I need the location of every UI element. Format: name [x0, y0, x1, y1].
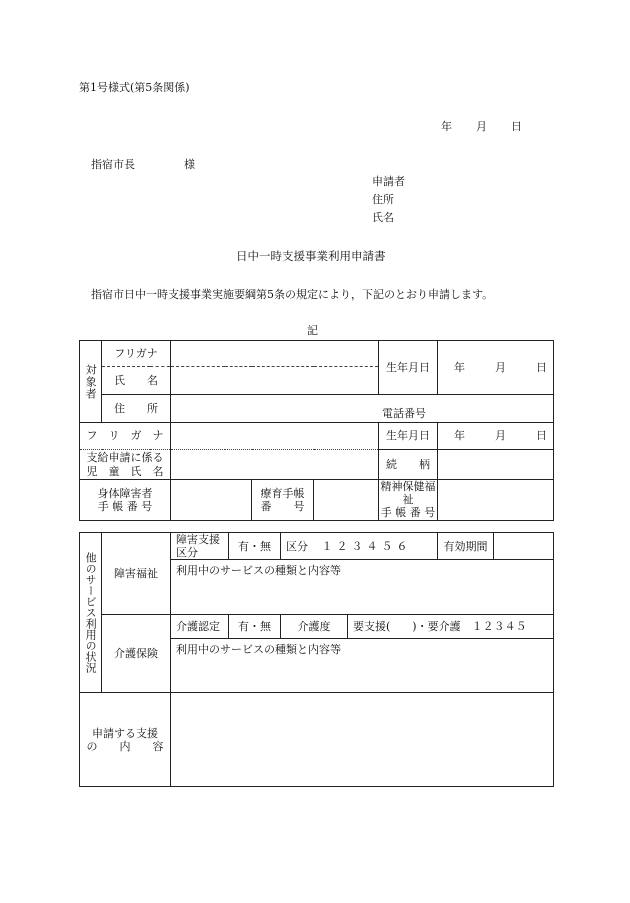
ryoiku-handbook-field[interactable]: [314, 480, 379, 521]
ryoiku-line2: 番 号: [260, 499, 305, 513]
addressee-name: 指宿市長: [91, 158, 135, 171]
furigana-label: フリガナ: [102, 341, 171, 367]
welfare-services-field[interactable]: [171, 560, 554, 615]
ki-label: 記: [307, 324, 318, 337]
date-day: 日: [511, 120, 522, 133]
physical-line1: 身体障害者: [97, 486, 153, 500]
furigana-field[interactable]: [171, 341, 379, 367]
child-name-label: [80, 450, 171, 480]
name-label: 氏 名: [102, 367, 171, 395]
form-number: 第1号様式(第5条関係): [79, 81, 190, 94]
child-furigana-label: フ リ ガ ナ: [80, 423, 171, 450]
child-birth-year: 年: [454, 429, 466, 443]
request-content-field[interactable]: [171, 693, 554, 787]
service-usage-table: [79, 532, 554, 787]
class-values[interactable]: １２３４５６: [321, 539, 412, 553]
subject-label: 対象者: [84, 363, 98, 400]
applicant-info-table: [79, 340, 554, 521]
child-furigana-field[interactable]: [171, 423, 379, 450]
child-name-line2: 児 童 氏 名: [86, 464, 164, 478]
date-year: 年: [441, 120, 452, 133]
intro-text: 指宿市日中一時支援事業実施要綱第5条の規定により，下記のとおり申請します。: [91, 288, 494, 301]
mental-line1: 精神保健福祉: [380, 480, 436, 507]
care-label: 介護保険: [102, 615, 171, 693]
care-services-label: 利用中のサービスの種類と内容等: [176, 643, 341, 657]
care-level-label: 介護度: [281, 615, 348, 639]
subject-label-cell: [80, 341, 102, 423]
care-cert-label: 介護認定: [171, 615, 229, 639]
phone-label: 電話番号: [382, 406, 427, 420]
care-level-values[interactable]: 要支援( )・要介護 １２３４５: [348, 615, 554, 639]
address-field[interactable]: [171, 395, 554, 423]
physical-handbook-label: [80, 480, 171, 521]
side-label-cell: [80, 533, 102, 693]
welfare-class-label: 障害支援区分: [171, 533, 229, 560]
physical-line2: 手 帳 番 号: [97, 499, 153, 513]
date-month: 月: [476, 120, 487, 133]
valid-period-field[interactable]: [494, 533, 554, 560]
ryoiku-line1: 療育手帳: [260, 486, 305, 500]
welfare-yes-no[interactable]: 有・無: [229, 533, 281, 560]
request-line1: 申請する支援: [92, 726, 158, 740]
welfare-class-values-cell: [281, 533, 438, 560]
child-birthdate-label: 生年月日: [379, 423, 438, 450]
relation-label: 続 柄: [379, 450, 438, 480]
child-name-field[interactable]: [171, 450, 379, 480]
mental-line2: 手 帳 番 号: [380, 506, 436, 520]
care-yes-no[interactable]: 有・無: [229, 615, 281, 639]
request-line2: の 内 容: [86, 739, 164, 753]
relation-field[interactable]: [438, 450, 554, 480]
document-title: 日中一時支援事業利用申請書: [236, 249, 386, 263]
birth-month: 月: [495, 360, 507, 374]
address-label: 住 所: [102, 395, 171, 423]
welfare-services-label: 利用中のサービスの種類と内容等: [176, 564, 341, 578]
applicant-label: 申請者: [372, 175, 405, 188]
care-services-field[interactable]: [171, 639, 554, 693]
physical-handbook-field[interactable]: [171, 480, 252, 521]
name-field[interactable]: [171, 367, 379, 395]
child-birth-month: 月: [495, 429, 507, 443]
applicant-name-label: 氏名: [372, 211, 394, 224]
birth-day: 日: [536, 360, 548, 374]
side-label: 他のサービス利用の状況: [84, 552, 98, 674]
child-name-line1: 支給申請に係る: [86, 451, 164, 465]
addressee-suffix: 様: [184, 158, 195, 171]
birth-year: 年: [454, 360, 466, 374]
mental-handbook-label: [379, 480, 438, 521]
mental-handbook-field[interactable]: [438, 480, 554, 521]
applicant-address-label: 住所: [372, 193, 394, 206]
welfare-label: 障害福祉: [102, 533, 171, 615]
request-content-label: [80, 693, 171, 787]
ryoiku-handbook-label: [252, 480, 314, 521]
child-birthdate-field[interactable]: [438, 423, 554, 450]
valid-period-label: 有効期間: [438, 533, 494, 560]
child-birth-day: 日: [536, 429, 548, 443]
birthdate-label: 生年月日: [379, 341, 438, 395]
birthdate-field[interactable]: [438, 341, 554, 395]
class-label: 区分: [286, 539, 308, 553]
